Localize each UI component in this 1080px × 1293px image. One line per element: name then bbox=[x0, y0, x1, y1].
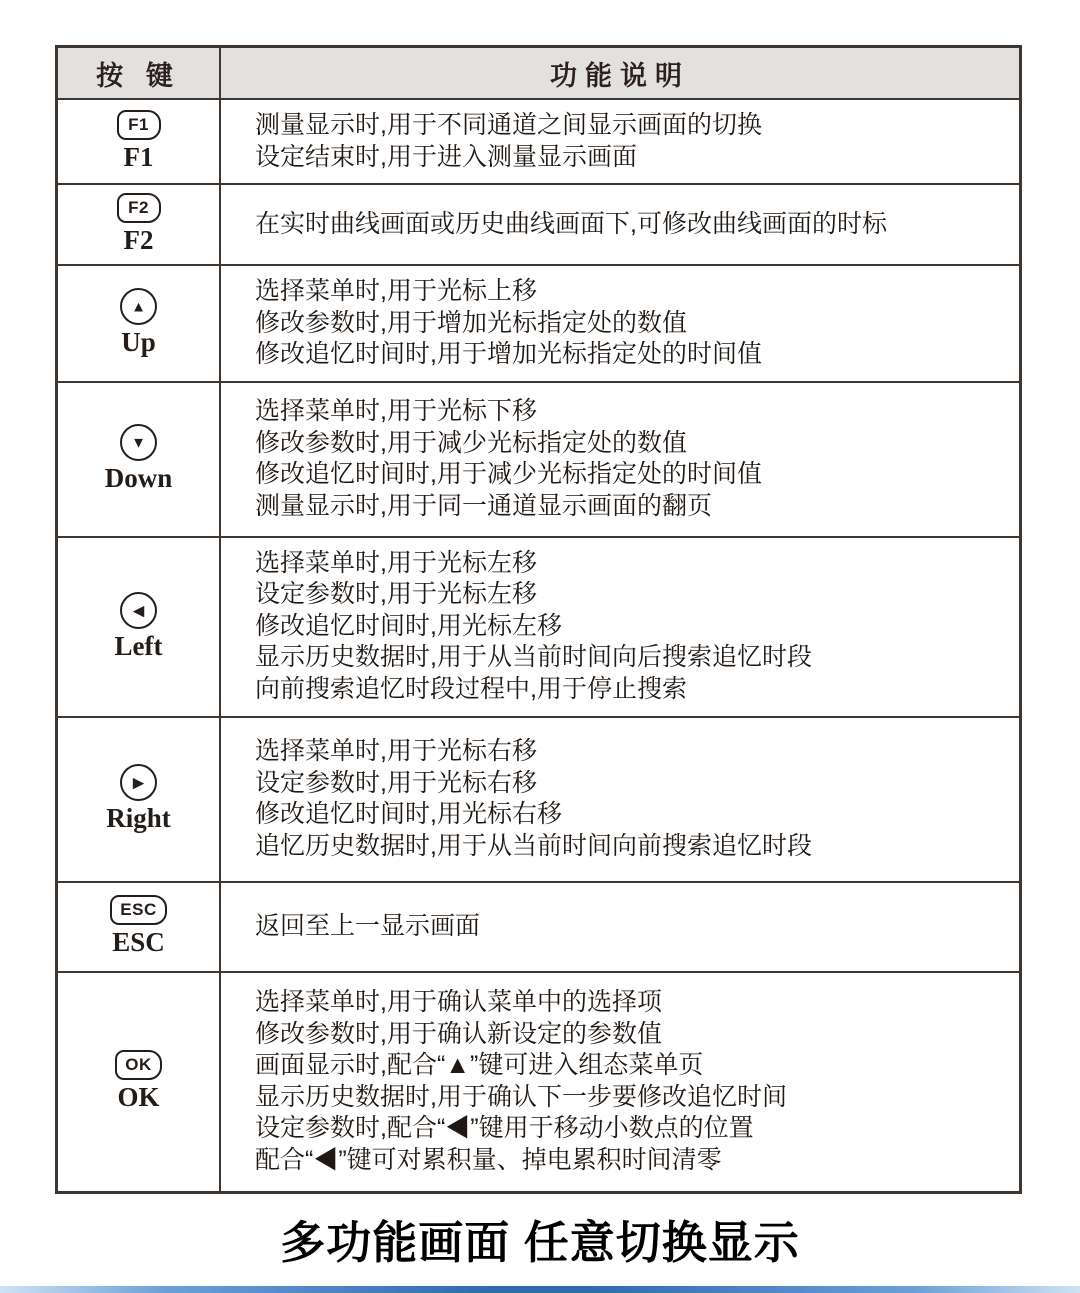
left-arrow-key-icon bbox=[120, 592, 157, 629]
key-label: F1 bbox=[123, 142, 154, 172]
ok-key-icon bbox=[115, 1050, 162, 1080]
key-function-table bbox=[55, 45, 1022, 1194]
table-row bbox=[58, 98, 1019, 183]
right-triangle-glyph: ▶ bbox=[132, 774, 145, 792]
f2-badge-text: F2 bbox=[128, 198, 149, 217]
desc-line: 修改追忆时间时,用光标右移 bbox=[255, 800, 562, 828]
desc-line: 设定参数时,用于光标右移 bbox=[255, 768, 537, 797]
key-cell-left bbox=[58, 538, 221, 716]
desc-line: 选择菜单时,用于光标左移 bbox=[255, 548, 537, 577]
key-cell-up bbox=[58, 266, 221, 381]
desc-line: 显示历史数据时,用于从当前时间向后搜索追忆时段 bbox=[255, 643, 812, 672]
key-label: F2 bbox=[123, 225, 154, 255]
esc-badge-text: ESC bbox=[120, 900, 157, 919]
desc-line: 测量显示时,用于不同通道之间显示画面的切换 bbox=[255, 111, 762, 139]
table-row bbox=[58, 536, 1019, 716]
desc-line: 修改参数时,用于增加光标指定处的数值 bbox=[255, 308, 687, 337]
desc-line: 修改追忆时间时,用于减少光标指定处的时间值 bbox=[255, 460, 762, 488]
table-header-row bbox=[58, 48, 1019, 98]
table-row bbox=[58, 716, 1019, 881]
key-cell-f1 bbox=[58, 100, 221, 183]
key-cell-esc bbox=[58, 883, 221, 971]
desc-cell bbox=[221, 718, 1019, 881]
desc-cell bbox=[221, 383, 1019, 536]
key-label: ESC bbox=[112, 927, 165, 957]
desc-cell bbox=[221, 973, 1019, 1191]
footer-title: 多功能画面 任意切换显示 bbox=[280, 1217, 800, 1268]
desc-cell bbox=[221, 266, 1019, 381]
header-description-column: 功能说明 bbox=[550, 60, 690, 91]
esc-key-icon bbox=[110, 895, 166, 925]
desc-line: 在实时曲线画面或历史曲线画面下,可修改曲线画面的时标 bbox=[255, 209, 887, 238]
desc-line: 配合“◀”键可对累积量、掉电累积时间清零 bbox=[255, 1145, 722, 1174]
desc-cell bbox=[221, 538, 1019, 716]
desc-line: 向前搜索追忆时段过程中,用于停止搜索 bbox=[255, 674, 687, 703]
desc-line: 显示历史数据时,用于确认下一步要修改追忆时间 bbox=[255, 1082, 787, 1111]
key-cell-down bbox=[58, 383, 221, 536]
up-arrow-key-icon bbox=[120, 288, 157, 325]
f1-badge-text: F1 bbox=[128, 115, 149, 134]
desc-line: 修改参数时,用于减少光标指定处的数值 bbox=[255, 428, 687, 457]
key-label: Up bbox=[121, 327, 156, 358]
desc-line: 设定参数时,用于光标左移 bbox=[255, 580, 537, 609]
desc-line: 选择菜单时,用于光标下移 bbox=[255, 397, 537, 425]
desc-line: 设定参数时,配合“◀”键用于移动小数点的位置 bbox=[255, 1114, 754, 1142]
desc-line: 画面显示时,配合“▲”键可进入组态菜单页 bbox=[255, 1051, 704, 1079]
desc-line: 修改追忆时间时,用光标左移 bbox=[255, 611, 562, 640]
desc-line: 选择菜单时,用于光标右移 bbox=[255, 737, 537, 765]
table-row bbox=[58, 971, 1019, 1191]
up-triangle-glyph: ▲ bbox=[131, 298, 146, 316]
table-row bbox=[58, 183, 1019, 264]
desc-cell bbox=[221, 883, 1019, 971]
desc-line: 追忆历史数据时,用于从当前时间向前搜索追忆时段 bbox=[255, 831, 812, 860]
key-label: Left bbox=[114, 630, 163, 661]
right-arrow-key-icon bbox=[120, 764, 157, 801]
key-cell-right bbox=[58, 718, 221, 881]
key-label: Down bbox=[104, 463, 173, 493]
left-triangle-glyph: ◀ bbox=[132, 602, 145, 619]
f2-key-icon bbox=[117, 193, 161, 223]
table-row bbox=[58, 881, 1019, 971]
desc-line: 修改追忆时间时,用于增加光标指定处的时间值 bbox=[255, 340, 762, 368]
desc-cell bbox=[221, 100, 1019, 183]
table-row bbox=[58, 381, 1019, 536]
key-label: OK bbox=[117, 1082, 160, 1112]
key-cell-ok bbox=[58, 973, 221, 1191]
down-arrow-key-icon bbox=[120, 424, 157, 461]
desc-line: 测量显示时,用于同一通道显示画面的翻页 bbox=[255, 491, 712, 520]
desc-line: 选择菜单时,用于光标上移 bbox=[255, 277, 537, 305]
desc-line: 修改参数时,用于确认新设定的参数值 bbox=[255, 1019, 662, 1048]
table-row bbox=[58, 264, 1019, 381]
down-triangle-glyph: ▼ bbox=[131, 434, 146, 452]
ok-badge-text: OK bbox=[125, 1055, 152, 1074]
desc-line: 设定结束时,用于进入测量显示画面 bbox=[255, 142, 637, 171]
desc-line: 返回至上一显示画面 bbox=[255, 911, 481, 940]
header-key-column: 按 键 bbox=[58, 48, 221, 98]
f1-key-icon bbox=[117, 110, 161, 140]
key-label: Right bbox=[106, 803, 171, 833]
bottom-accent-bar bbox=[0, 1286, 1080, 1293]
desc-line: 选择菜单时,用于确认菜单中的选择项 bbox=[255, 988, 662, 1016]
desc-cell bbox=[221, 185, 1019, 264]
key-cell-f2 bbox=[58, 185, 221, 264]
